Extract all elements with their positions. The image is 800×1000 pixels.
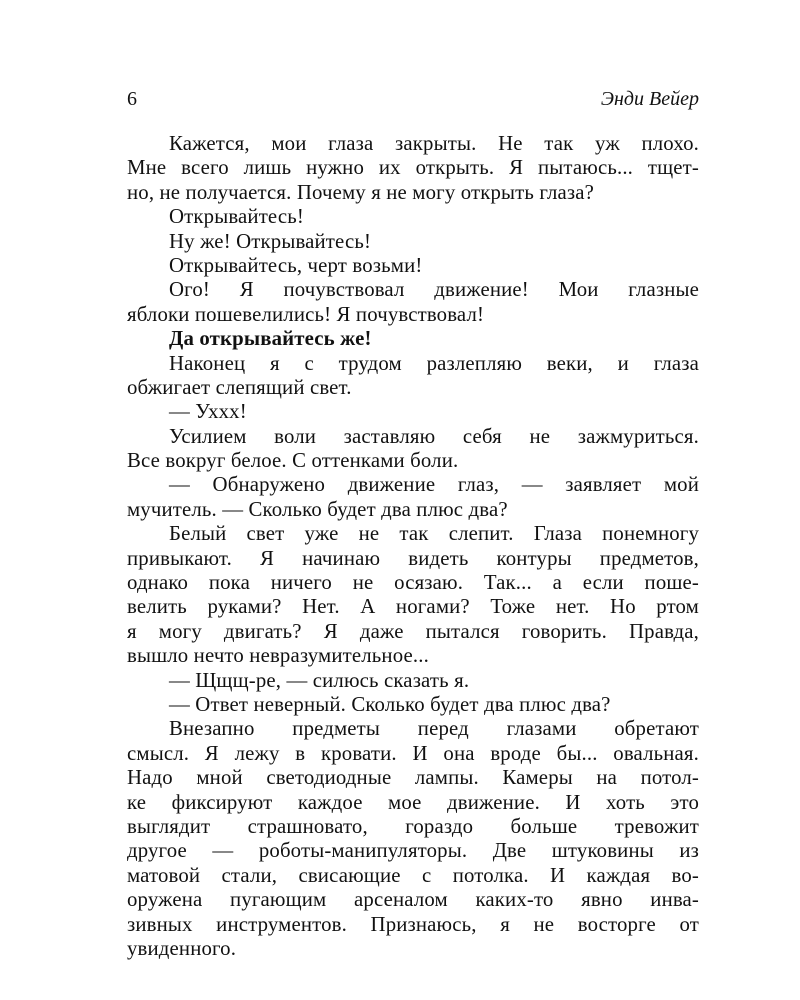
text-line: Ого! Я почувствовал движение! Мои глазные (169, 278, 699, 302)
body-text (127, 132, 699, 961)
text-line: яблоки пошевелились! Я почувствовал! (127, 302, 485, 326)
text-line: Надо мной светодиодные лампы. Камеры на потол- (127, 766, 699, 790)
text-line: мучитель. — Сколько будет два плюс два? (127, 497, 508, 521)
text-line: велить руками? Нет. А ногами? Тоже нет. Но ртом (127, 595, 699, 619)
text-line: Все вокруг белое. С оттенками боли. (127, 449, 459, 473)
text-line-bold: Да открывайтесь же! (169, 327, 372, 351)
text-line: увиденного. (127, 936, 237, 960)
text-line: Белый свет уже не так слепит. Глаза понемногу (169, 522, 699, 546)
text-line: зивных инструментов. Признаюсь, я не восторге от (127, 912, 699, 936)
text-line: смысл. Я лежу в кровати. И она вроде бы... овальная. (127, 741, 699, 765)
text-line: выглядит страшновато, гораздо больше тревожит (127, 814, 699, 838)
text-line: другое — роботы-манипуляторы. Две штуковины из (127, 839, 699, 863)
text-line: Усилием воли заставляю себя не зажмуриться. (169, 424, 699, 448)
text-line: Ну же! Открывайтесь! (169, 229, 372, 253)
text-line: Мне всего лишь нужно их открыть. Я пытаюсь... тщет- (127, 156, 699, 180)
text-line: — Щщщ-ре, — силюсь сказать я. (169, 668, 470, 692)
text-line: Открывайтесь! (169, 205, 304, 229)
text-line: Открывайтесь, черт возьми! (169, 253, 423, 277)
text-line: — Ответ неверный. Сколько будет два плюс два? (169, 692, 611, 716)
text-line: матовой стали, свисающие с потолка. И каждая во- (127, 863, 699, 887)
text-line: Наконец я с трудом разлепляю веки, и глаза (169, 351, 699, 375)
text-line: привыкают. Я начинаю видеть контуры предметов, (127, 546, 699, 570)
text-line: Кажется, мои глаза закрыты. Не так уж плохо. (169, 132, 699, 155)
text-line: я могу двигать? Я даже пытался говорить. Правда, (127, 619, 699, 643)
text-line: — Уххх! (169, 400, 247, 424)
text-line: обжигает слепящий свет. (127, 375, 352, 399)
page-header (127, 86, 699, 112)
text-line: оружена пугающим арсеналом каких-то явно инва- (127, 888, 699, 912)
text-line: ке фиксируют каждое мое движение. И хоть это (127, 790, 699, 814)
text-line: вышло нечто невразумительное... (127, 644, 429, 668)
text-line: однако пока ничего не осязаю. Так... а если поше- (127, 571, 699, 595)
page-number: 6 (127, 88, 137, 110)
text-line: — Обнаружено движение глаз, — заявляет мой (169, 473, 699, 497)
text-line: Внезапно предметы перед глазами обретают (169, 717, 699, 741)
running-head-author: Энди Вейер (600, 88, 699, 110)
text-line: но, не получается. Почему я не могу открыть глаза? (127, 180, 595, 204)
